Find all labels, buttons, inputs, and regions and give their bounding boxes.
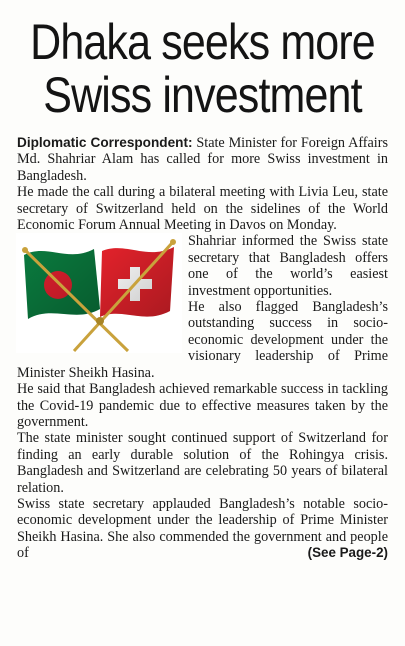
paragraph-7: [17, 496, 388, 562]
crossed-flags-icon: [16, 233, 182, 353]
paragraph-1-text: State Minister for Foreign Affairs Md. Shahriar Alam has called for more Swiss investment in Bangladesh.: [17, 135, 388, 184]
see-page-link[interactable]: (See Page-2): [307, 545, 388, 561]
paragraph-2: He made the call during a bilateral meeting with Livia Leu, state secretary of Switzerland held on the sidelines of the World Economic Forum Annual Meeting in Davos on Monday.: [17, 184, 388, 234]
headline-line-1: Dhaka seeks more: [30, 14, 375, 70]
paragraph-4: He also flagged Bangladesh’s outstanding success in socio-economic development under the visionary leadership of Prime Minister Sheikh Hasina.: [17, 299, 388, 381]
paragraph-5: He said that Bangladesh achieved remarkable success in tackling the Covid-19 pandemic due to effective measures taken by the government.: [17, 381, 388, 430]
paragraph-6: The state minister sought continued support of Switzerland for finding an early durable solution of the Rohingya crisis. Bangladesh and Switzerland are celebrating 50 years of bilateral relation.: [17, 430, 388, 496]
paragraph-7-text: Swiss state secretary applauded Bangladesh’s notable socio-economic development under the leadership of Prime Minister Sheikh Hasina. She also commended the government and people of: [17, 495, 388, 562]
paragraph-3: Shahriar informed the Swiss state secretary that Bangladesh offers one of the world’s easiest investment opportunities.: [188, 233, 388, 299]
article-body: [17, 135, 388, 562]
byline: Diplomatic Correspondent:: [17, 135, 193, 150]
paragraph-1: [17, 135, 388, 184]
headline-line-2: Swiss investment: [43, 67, 362, 123]
flags-image: [16, 233, 182, 357]
headline: [28, 0, 376, 122]
